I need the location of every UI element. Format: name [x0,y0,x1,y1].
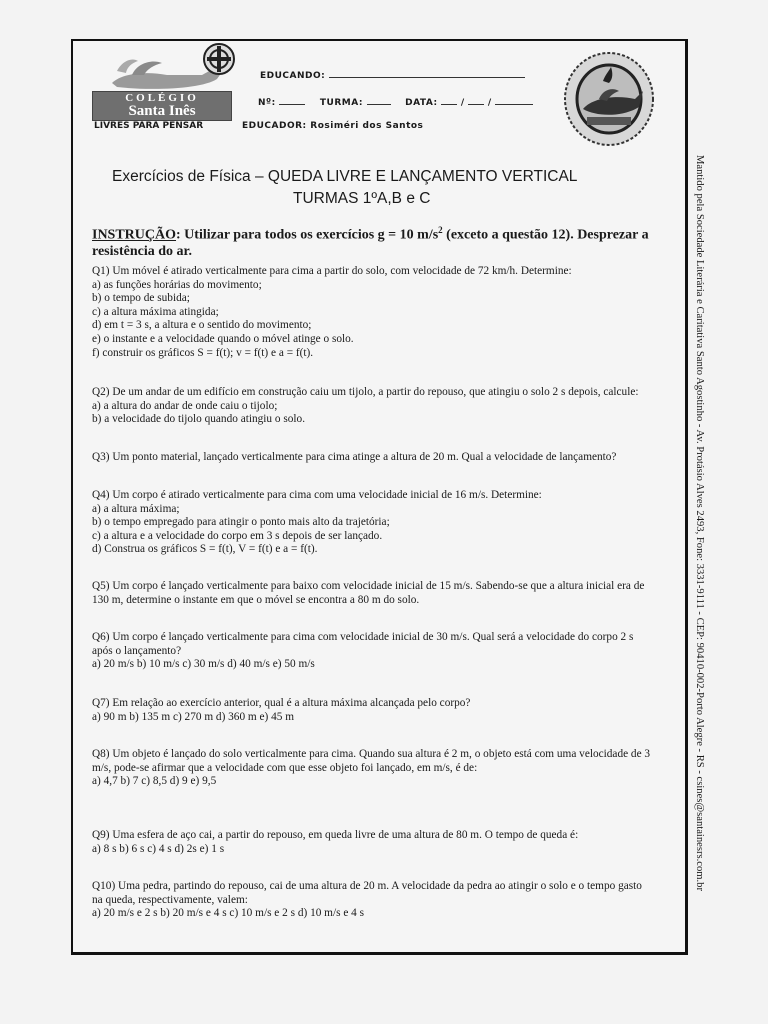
question-line: a) a altura máxima; [92,502,180,515]
question-2 [92,386,639,427]
instruction-exponent: 2 [438,225,443,235]
instruction-text: : Utilizar para todos os exercícios g = 10 m/s [176,227,439,243]
question-line: Q5) Um corpo é lançado verticalmente para baixo com velocidade inicial de 15 m/s. Sabendo-se que a altura inicial era de [92,580,645,592]
educando-field[interactable] [329,68,525,78]
question-line: b) o tempo empregado para atingir o ponto mais alto da trajetória; [92,516,390,529]
question-line: a) 90 m b) 135 m c) 270 m d) 360 m e) 45 m [92,710,295,723]
question-line: Q10) Uma pedra, partindo do repouso, cai de uma altura de 20 m. A velocidade da pedra ao atingir o solo e o tempo gasto [92,880,642,892]
question-6 [92,631,633,672]
question-line: a) 20 m/s e 2 s b) 20 m/s e 4 s c) 10 m/s e 2 s d) 10 m/s e 4 s [92,907,365,920]
question-9 [92,829,578,856]
educador-name: Rosiméri dos Santos [310,121,424,131]
question-line: após o lançamento? [92,644,182,657]
question-line: e) o instante e a velocidade quando o móvel atinge o solo. [92,332,354,345]
question-line: c) a altura e a velocidade do corpo em 3 s depois de ser lançado. [92,529,383,542]
question-7 [92,697,470,724]
question-line: na queda, respectivamente, valem: [92,893,248,906]
date-day-field[interactable] [441,95,457,105]
page-title: Exercícios de Física – QUEDA LIVRE E LANÇAMENTO VERTICAL [112,168,578,185]
date-month-field[interactable] [468,95,484,105]
school-name-line2: Santa Inês [128,103,196,119]
turma-label: TURMA: [319,98,363,108]
question-line: c) a altura máxima atingida; [92,305,219,318]
school-name-box [92,91,232,121]
lamp-book-emblem-icon [563,51,656,148]
numero-label: Nº: [258,98,276,108]
question-line: d) em t = 3 s, a altura e o sentido do movimento; [92,319,312,332]
educando-label: EDUCANDO: [260,71,326,81]
question-4 [92,489,542,557]
numero-field[interactable] [279,95,305,105]
question-line: b) a velocidade do tijolo quando atingiu o solo. [92,413,306,426]
question-line: Q7) Em relação ao exercício anterior, qual é a altura máxima alcançada pelo corpo? [92,697,471,709]
question-line: a) as funções horárias do movimento; [92,278,262,291]
question-line: a) 4,7 b) 7 c) 8,5 d) 9 e) 9,5 [92,775,217,788]
question-line: f) construir os gráficos S = f(t); v = f(t) e a = f(t). [92,346,314,359]
question-8 [92,748,650,789]
question-line: Q4) Um corpo é atirado verticalmente para cima com uma velocidade inicial de 16 m/s. Determine: [92,489,542,501]
question-line: d) Construa os gráficos S = f(t), V = f(t) e a = f(t). [92,543,318,556]
side-address-text: Mantido pela Sociedade Literária e Caritativa Santo Agostinho - Av. Protásio Alves 2493, Fone: 3331-9111 - CEP: 90410-002-Porto Alegre - RS - csines@santainesrs.com.br [694,155,705,891]
school-motto: LIVRES PARA PENSAR [94,121,204,131]
question-line: Q2) De um andar de um edifício em construção caiu um tijolo, a partir do repouso, que atingiu o solo 2 s depois, calcule: [92,386,639,398]
question-line: b) o tempo de subida; [92,292,190,305]
question-line: 130 m, determine o instante em que o móvel se encontra a 80 m do solo. [92,593,420,606]
question-line: a) 8 s b) 6 s c) 4 s d) 2s e) 1 s [92,842,225,855]
date-year-field[interactable] [495,95,533,105]
instruction-label: INSTRUÇÃO [92,227,177,243]
question-line: Q3) Um ponto material, lançado verticalmente para cima atinge a altura de 20 m. Qual a velocidade de lançamento? [92,451,617,463]
question-line: a) 20 m/s b) 10 m/s c) 30 m/s d) 40 m/s e) 50 m/s [92,658,315,671]
turma-field[interactable] [367,95,391,105]
question-1 [92,265,572,360]
question-line: a) a altura do andar de onde caiu o tijolo; [92,399,278,412]
instruction-line2: resistência do ar. [92,243,192,259]
question-line: Q9) Uma esfera de aço cai, a partir do repouso, em queda livre de uma altura de 80 m. O tempo de queda é: [92,829,579,841]
question-line: Q8) Um objeto é lançado do solo verticalmente para cima. Quando sua altura é 2 m, o objeto está com uma velocidade de 3 [92,748,651,760]
question-10 [92,880,642,921]
page-subtitle: TURMAS 1ºA,B e C [293,190,431,207]
question-3 [92,451,616,465]
instruction [92,222,672,260]
question-line: Q6) Um corpo é lançado verticalmente para cima com velocidade inicial de 30 m/s. Qual será a velocidade do corpo 2 s [92,631,634,643]
cross-circle-emblem-icon [199,42,239,76]
question-line: Q1) Um móvel é atirado verticalmente para cima a partir do solo, com velocidade de 72 km/h. Determine: [92,265,572,277]
question-5 [92,580,644,607]
question-line: m/s, pode-se afirmar que a velocidade com que esse objeto foi lançado, em m/s, é de: [92,761,478,774]
school-name-line1: COLÉGIO [125,92,199,104]
data-label: DATA: [405,98,438,108]
instruction-text-end: (exceto a questão 12). Desprezar a [442,227,649,243]
educador-label: EDUCADOR: [242,121,307,131]
